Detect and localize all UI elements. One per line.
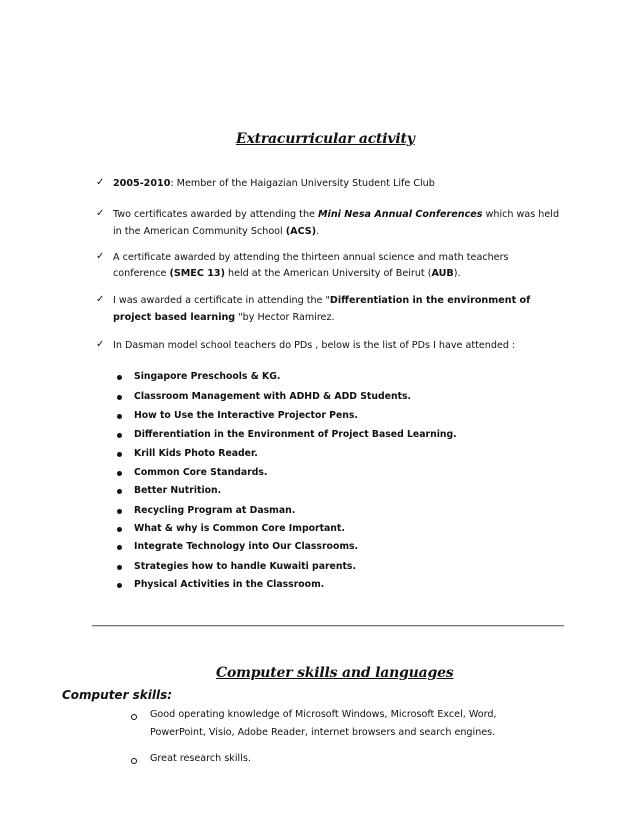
- bullet-icon: [117, 489, 122, 494]
- bullet-icon: [117, 565, 122, 570]
- pd-item: Integrate Technology into Our Classrooms.: [134, 541, 359, 552]
- bullet-icon: [117, 395, 122, 400]
- pd-item: Common Core Standards.: [134, 467, 268, 478]
- computer-skills-label: Computer skills:: [62, 688, 173, 702]
- pd-item: Classroom Management with ADHD & ADD Students.: [134, 391, 412, 402]
- computer-skills-heading: Computer skills and languages: [216, 665, 454, 681]
- check-icon: ✓: [96, 251, 105, 262]
- extracurricular-heading: Extracurricular activity: [236, 131, 415, 147]
- check-icon: ✓: [96, 339, 105, 350]
- bullet-icon: [117, 509, 122, 514]
- pd-item: Better Nutrition.: [134, 485, 222, 496]
- bullet-icon: [117, 414, 122, 419]
- pd-item: Krill Kids Photo Reader.: [134, 448, 258, 459]
- pd-item: Physical Activities in the Classroom.: [134, 579, 325, 590]
- pd-item: Singapore Preschools & KG.: [134, 371, 281, 382]
- computer-skill-item-2: Great research skills.: [150, 753, 251, 764]
- circle-bullet-icon: [131, 714, 137, 720]
- activity-item-1: 2005-2010: Member of the Haigazian University Student Life Club: [113, 178, 435, 189]
- bullet-icon: [117, 433, 122, 438]
- bullet-icon: [117, 583, 122, 588]
- computer-skill-item-1-line-2: PowerPoint, Visio, Adobe Reader, internet browsers and search engines.: [150, 727, 496, 738]
- activity-item-3-line-1: A certificate awarded by attending the thirteen annual science and math teachers: [113, 252, 509, 263]
- bullet-icon: [117, 527, 122, 532]
- check-icon: ✓: [96, 208, 105, 219]
- activity-item-3-line-2: conference (SMEC 13) held at the American University of Beirut (AUB).: [113, 268, 461, 279]
- activity-item-4-line-2: project based learning "by Hector Ramirez.: [113, 312, 335, 323]
- pd-item: How to Use the Interactive Projector Pens.: [134, 410, 358, 421]
- activity-item-2-line-1: Two certificates awarded by attending the Mini Nesa Annual Conferences which was held: [113, 209, 560, 220]
- section-divider: [92, 625, 564, 627]
- check-icon: ✓: [96, 294, 105, 305]
- bullet-icon: [117, 375, 122, 380]
- activity-item-4-line-1: I was awarded a certificate in attending the "Differentiation in the environment of: [113, 295, 531, 306]
- activity-item-2-line-2: in the American Community School (ACS).: [113, 226, 320, 237]
- pd-item: What & why is Common Core Important.: [134, 523, 345, 534]
- pd-item: Recycling Program at Dasman.: [134, 505, 296, 516]
- circle-bullet-icon: [131, 758, 137, 764]
- activity-item-5: In Dasman model school teachers do PDs , below is the list of PDs I have attended :: [113, 340, 516, 351]
- pd-item: Differentiation in the Environment of Project Based Learning.: [134, 429, 457, 440]
- check-icon: ✓: [96, 177, 105, 188]
- computer-skill-item-1-line-1: Good operating knowledge of Microsoft Windows, Microsoft Excel, Word,: [150, 709, 497, 720]
- pd-item: Strategies how to handle Kuwaiti parents.: [134, 561, 356, 572]
- bullet-icon: [117, 471, 122, 476]
- bullet-icon: [117, 545, 122, 550]
- bullet-icon: [117, 452, 122, 457]
